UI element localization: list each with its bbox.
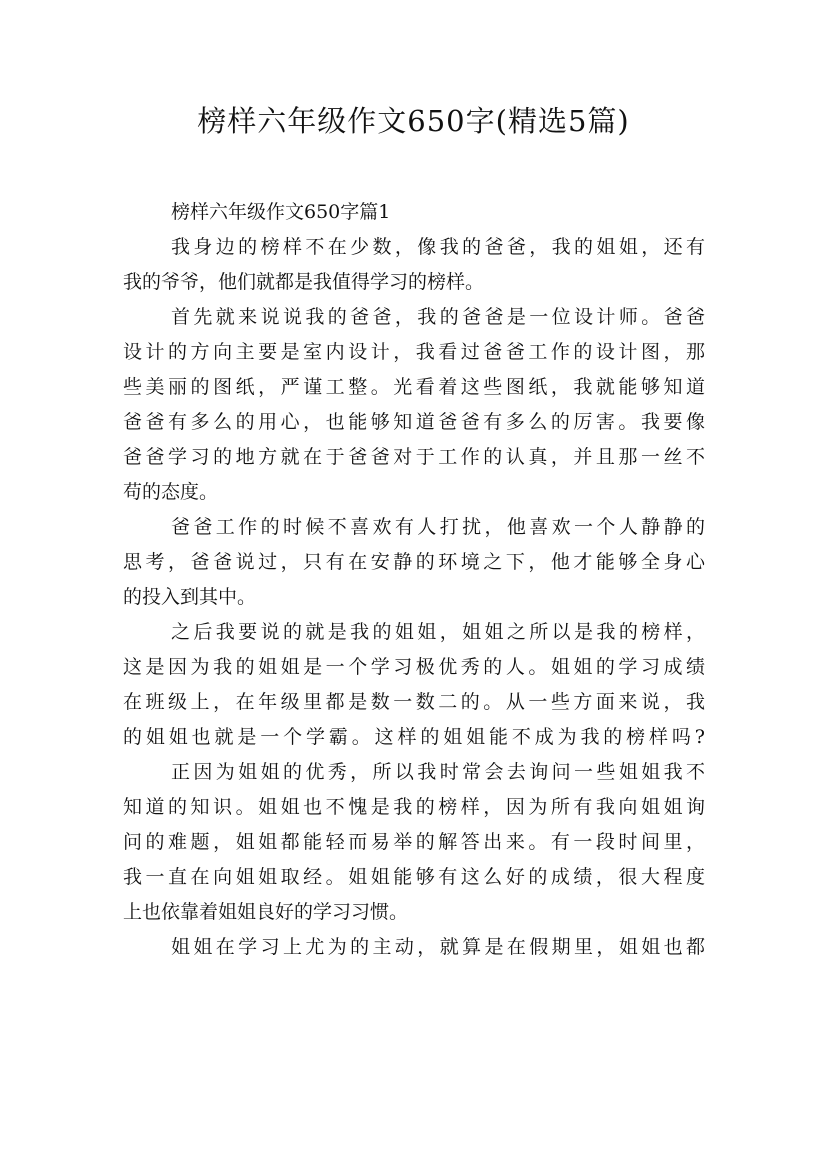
- paragraph-line: 我身边的榜样不在少数，像我的爸爸，我的姐姐，还有: [171, 236, 705, 258]
- paragraph-4: [123, 615, 705, 755]
- paragraph-line: 设计的方向主要是室内设计，我看过爸爸工作的设计图，那: [123, 341, 705, 363]
- paragraph-line: 这是因为我的姐姐是一个学习极优秀的人。姐姐的学习成绩: [123, 656, 705, 678]
- paragraph-3: [123, 510, 705, 615]
- paragraph-line: 爸爸学习的地方就在于爸爸对于工作的认真，并且那一丝不: [123, 446, 705, 468]
- paragraph-line: 我一直在向姐姐取经。姐姐能够有这么好的成绩，很大程度: [123, 866, 705, 888]
- paragraph-1: [123, 230, 705, 300]
- paragraph-line: 正因为姐姐的优秀，所以我时常会去询问一些姐姐我不: [171, 761, 705, 783]
- article-body: [123, 195, 705, 965]
- paragraph-line: 爸爸工作的时候不喜欢有人打扰，他喜欢一个人静静的: [171, 516, 705, 538]
- paragraph-line: 爸爸有多么的用心，也能够知道爸爸有多么的厉害。我要像: [123, 411, 705, 433]
- paragraph-line: 的投入到其中。: [123, 586, 257, 608]
- paragraph-line: 在班级上，在年级里都是数一数二的。从一些方面来说，我: [123, 691, 705, 713]
- document-title: 榜样六年级作文650字(精选5篇): [197, 104, 630, 138]
- paragraph-2: [123, 300, 705, 510]
- paragraph-5: [123, 755, 705, 930]
- paragraph-line: 思考，爸爸说过，只有在安静的环境之下，他才能够全身心: [123, 551, 705, 573]
- paragraph-line: 苟的态度。: [123, 481, 219, 503]
- section-heading: 榜样六年级作文650字篇1: [171, 201, 391, 223]
- paragraph-line: 首先就来说说我的爸爸，我的爸爸是一位设计师。爸爸: [171, 306, 705, 328]
- paragraph-line: 我的爷爷，他们就都是我值得学习的榜样。: [123, 271, 485, 293]
- paragraph-line: 之后我要说的就是我的姐姐，姐姐之所以是我的榜样，: [171, 621, 705, 643]
- paragraph-6: [123, 930, 705, 965]
- paragraph-line: 问的难题，姐姐都能轻而易举的解答出来。有一段时间里，: [123, 831, 705, 853]
- paragraph-line: 些美丽的图纸，严谨工整。光看着这些图纸，我就能够知道: [123, 376, 705, 398]
- paragraph-line: 姐姐在学习上尤为的主动，就算是在假期里，姐姐也都: [171, 936, 705, 958]
- paragraph-line: 知道的知识。姐姐也不愧是我的榜样，因为所有我向姐姐询: [123, 796, 705, 818]
- paragraph-line: 上也依靠着姐姐良好的学习习惯。: [123, 901, 409, 923]
- paragraph-line: 的姐姐也就是一个学霸。这样的姐姐能不成为我的榜样吗?: [123, 726, 705, 748]
